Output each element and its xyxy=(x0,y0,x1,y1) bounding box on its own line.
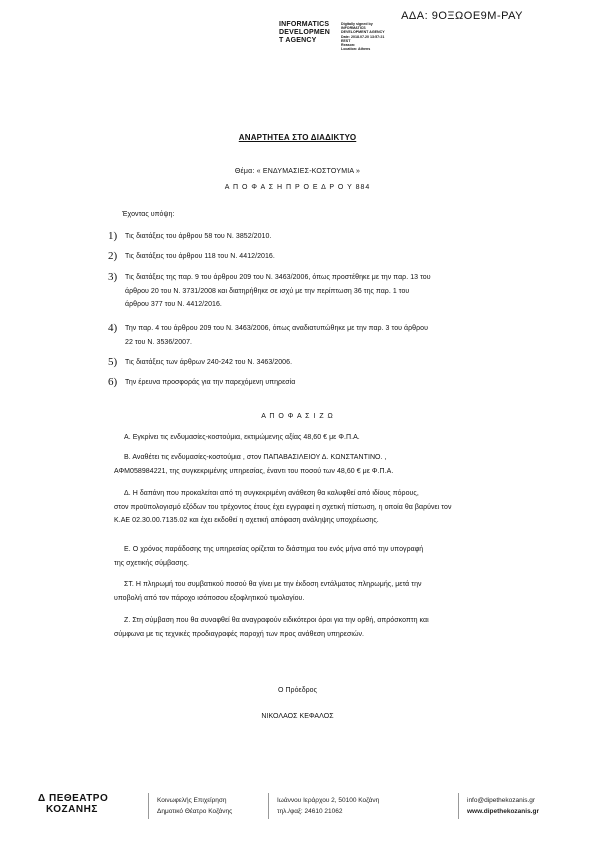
footer-divider xyxy=(148,793,149,819)
decision-item: Ζ. Στη σύμβαση που θα συναφθεί θα αναγραφούν ειδικότεροι όροι για την ορθή, απρόσκοπτη και σύμφωνα με τις τεχνικές προδιαγραφές παροχή των προς ανάθεση υπηρεσιών. xyxy=(114,617,429,638)
we-decide-heading: Α Π Ο Φ Α Σ Ι Ζ Ω xyxy=(261,413,334,420)
consideration-number: 2) xyxy=(108,250,118,262)
theatre-logo: Δ ΠΕΘΕΑΤΡΟ ΚΟΖΑΝΗΣ xyxy=(38,793,109,815)
footer-divider xyxy=(458,793,459,819)
email-link[interactable]: info@dipethekozanis.gr xyxy=(467,797,536,804)
signer-org: INFORMATICS DEVELOPMEN T AGENCY xyxy=(279,21,331,44)
consideration-number: 6) xyxy=(108,376,118,388)
signature-details: Digitally signed by INFORMATICS DEVELOPMENT AGENCY Date: 2018.07.20 13:57:21 EEST Reason: Location: Athens xyxy=(341,22,385,52)
footer-divider xyxy=(268,793,269,819)
consideration-text: Την έρευνα προσφοράς για την παρεχόμενη υπηρεσία xyxy=(125,379,296,386)
page-heading: ΑΝΑΡΤΗΤΕΑ ΣΤΟ ΔΙΑΔΙΚΤΥΟ xyxy=(238,133,357,142)
signature-name: ΝΙΚΟΛΑΟΣ ΚΕΦΑΛΟΣ xyxy=(261,713,334,720)
digital-signature-stamp xyxy=(279,21,401,51)
footer-address: Ιωάννου Ιεράρχου 2, 50100 Κοζάνη τηλ./φαξ: 24610 21062 xyxy=(277,797,380,815)
decision-title: Α Π Ο Φ Α Σ Η Π Ρ Ο Ε Δ Ρ Ο Υ 884 xyxy=(224,184,371,191)
consideration-text: Την παρ. 4 του άρθρου 209 του Ν. 3463/2006, όπως αναδιατυπώθηκε με την παρ. 3 του άρθρου 22 του Ν. 3536/2007. xyxy=(125,325,428,346)
consideration-number: 4) xyxy=(108,322,118,334)
consideration-text: Τις διατάξεις της παρ. 9 του άρθρου 209 του Ν. 3463/2006, όπως προστέθηκε με την παρ. 13 του άρθρου 20 του Ν. 3731/2008 και διατηρήθηκε σε ισχύ με την περίπτωση 36 της παρ. 1 του άρθρου 377 του Ν. 4412/2016. xyxy=(125,274,431,308)
consideration-number: 5) xyxy=(108,356,118,368)
ada-code: ΑΔΑ: 9ΟΞΩΟΕ9Μ-ΡΑΥ xyxy=(401,10,523,22)
footer-organization: Κοινωφελής Επιχείρηση Δημοτικό Θέατρο Κοζάνης xyxy=(157,797,233,815)
footer-contact xyxy=(467,795,539,817)
subject-line: Θέμα: « ΕΝΔΥΜΑΣΙΕΣ-ΚΟΣΤΟΥΜΙΑ » xyxy=(234,168,361,175)
consideration-number: 1) xyxy=(108,230,118,242)
decision-item: Δ. Η δαπάνη που προκαλείται από τη συγκεκριμένη ανάθεση θα καλυφθεί από ιδίους πόρους, στον προϋπολογισμό εξόδων του τρέχοντος έτους έχει εγγραφεί η σχετική πίστωση, η οποία θα βαρύνει τον Κ.ΑΕ 02.30.00.7135.02 και έχει εκδοθεί η σχετική απόφαση ανάληψης υποχρέωσης. xyxy=(114,490,452,524)
decision-item: ΣΤ. Η πληρωμή του συμβατικού ποσού θα γίνει με την έκδοση εντάλματος πληρωμής, μετά την υποβολή από τον πάροχο ισόποσου εξοφλητικού τιμολογίου. xyxy=(114,581,422,602)
decision-item: Β. Αναθέτει τις ενδυμασίες-κοστούμια , στον ΠΑΠΑΒΑΣΙΛΕΙΟΥ Δ. ΚΩΝΣΤΑΝΤΙΝΟ. , ΑΦΜ058984221, της συγκεκριμένης υπηρεσίας, έναντι του ποσού των 48,60 € με Φ.Π.Α. xyxy=(114,454,394,475)
having-regard-label: Έχοντας υπόψη: xyxy=(122,211,175,218)
consideration-text: Τις διατάξεις του άρθρου 118 του Ν. 4412/2016. xyxy=(125,253,275,260)
signature-role: Ο Πρόεδρος xyxy=(277,687,318,694)
consideration-text: Τις διατάξεις των άρθρων 240-242 του Ν. 3463/2006. xyxy=(125,359,293,366)
consideration-text: Τις διατάξεις του άρθρου 58 του Ν. 3852/2010. xyxy=(125,233,272,240)
decision-item: Ε. Ο χρόνος παράδοσης της υπηρεσίας ορίζεται το διάστημα του ενός μήνα από την υπογραφή της σχετικής σύμβασης. xyxy=(114,546,424,567)
consideration-number: 3) xyxy=(108,271,118,283)
decision-item: Α. Εγκρίνει τις ενδυμασίες-κοστούμια, εκτιμώμενης αξίας 48,60 € με Φ.Π.Α. xyxy=(124,434,360,441)
website-link[interactable]: www.dipethekozanis.gr xyxy=(467,808,539,815)
